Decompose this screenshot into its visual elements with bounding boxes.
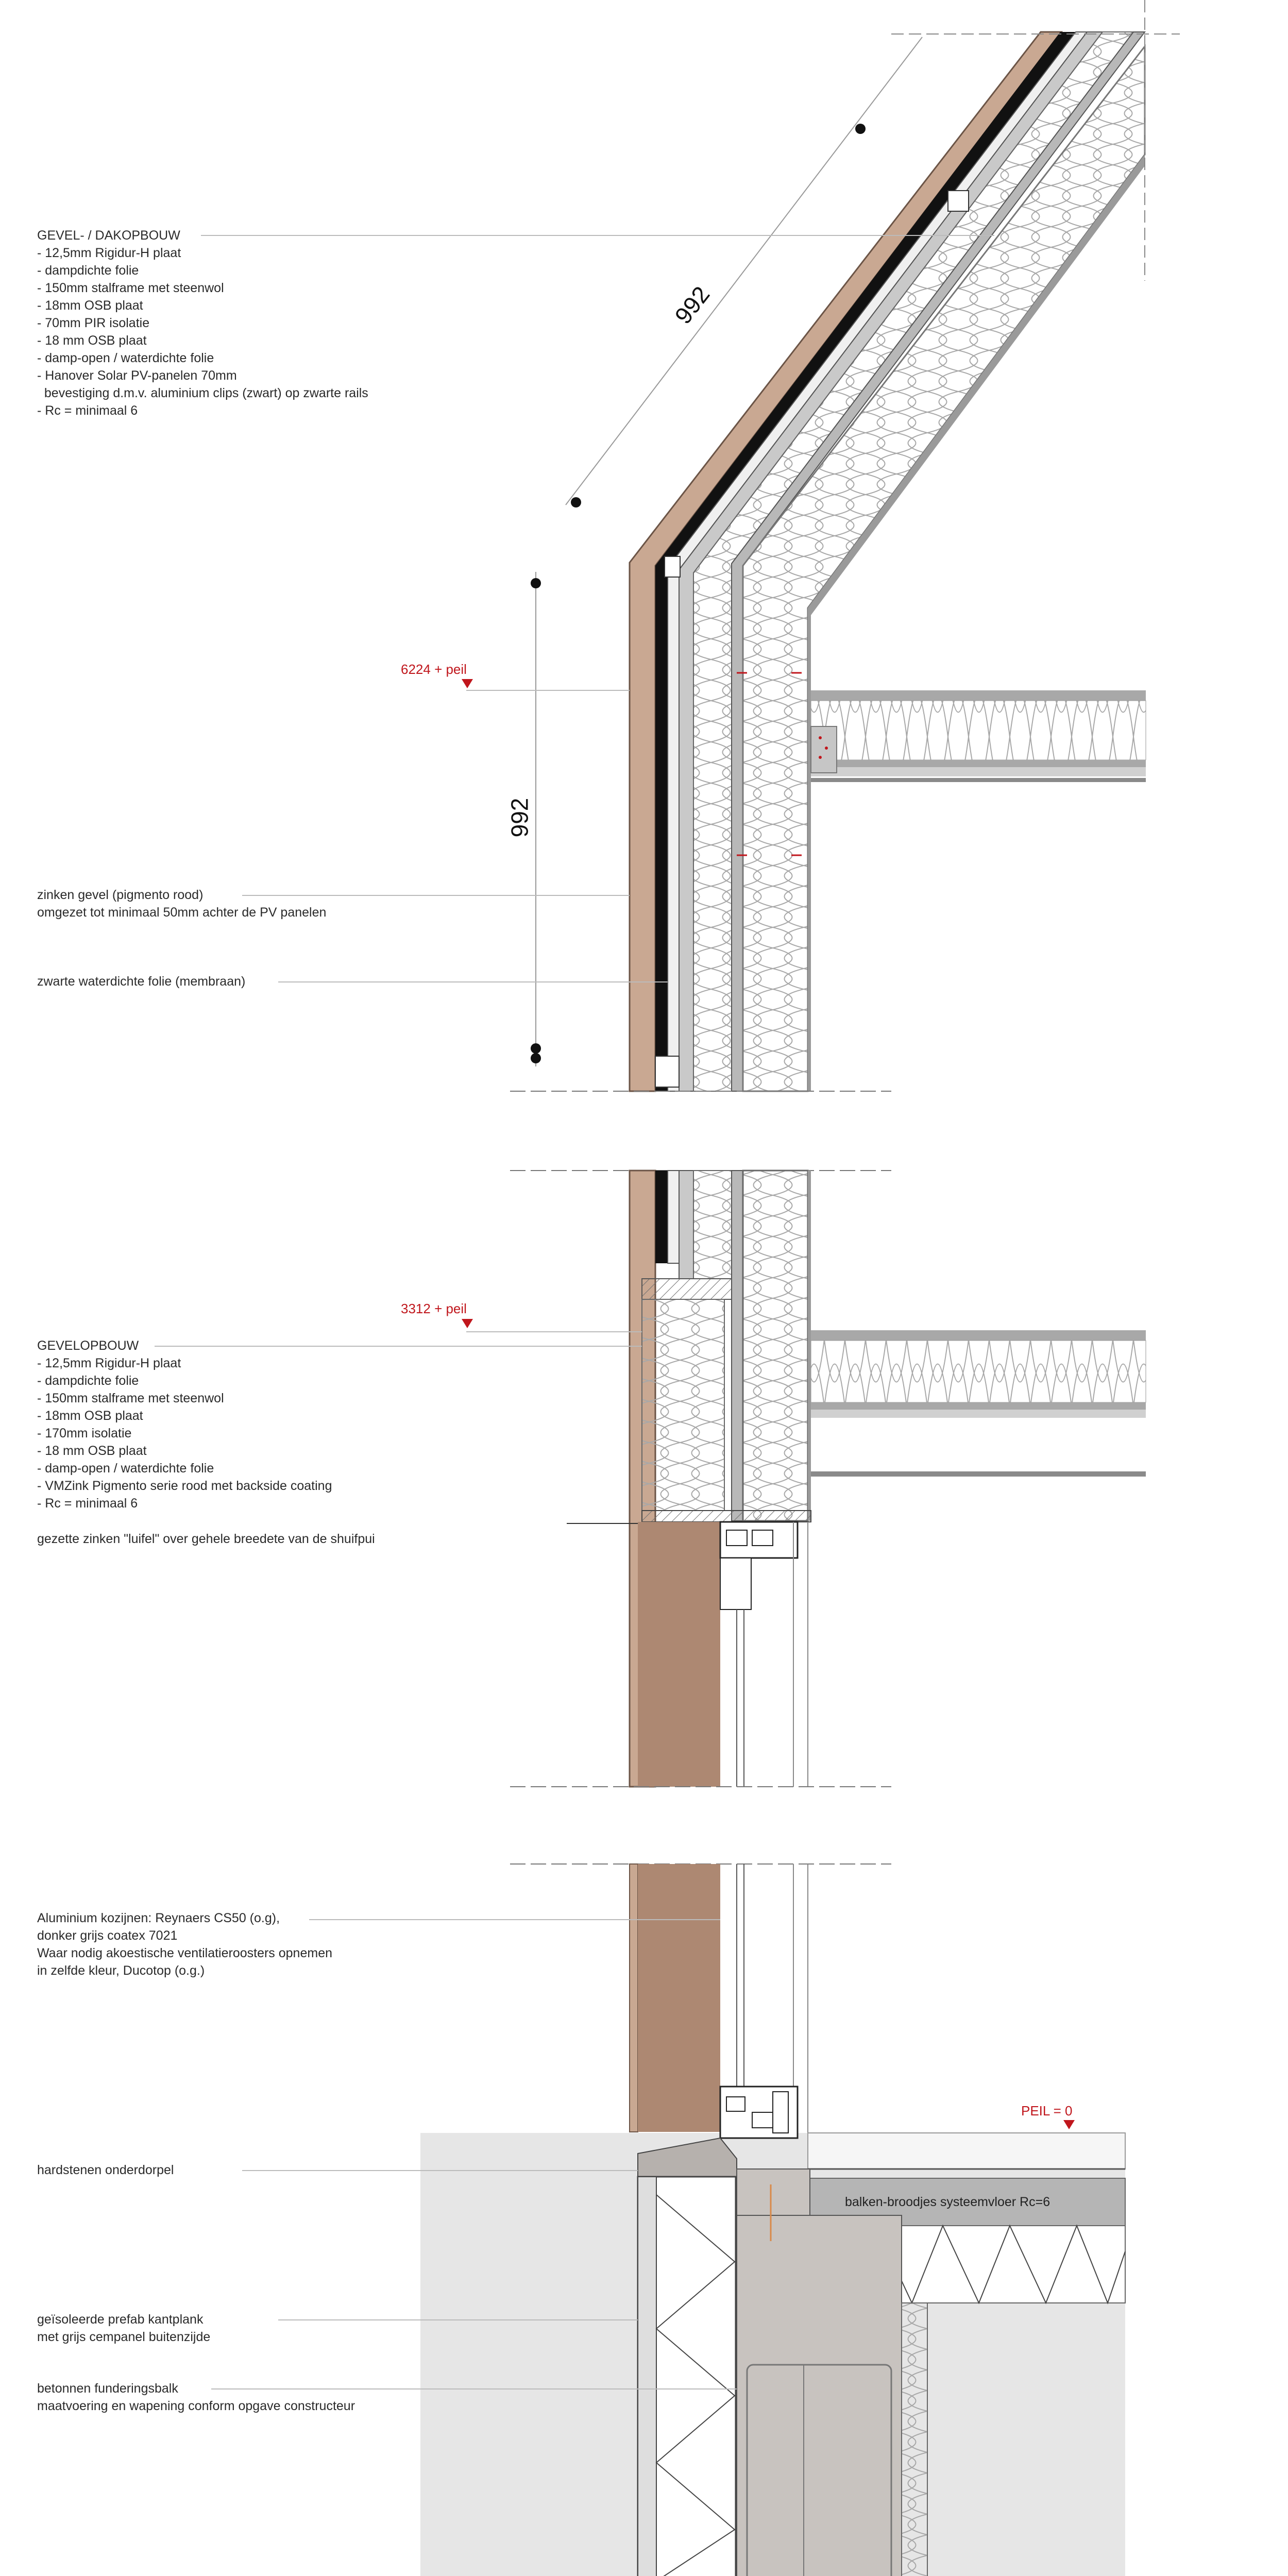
middle-wall [510,1171,1146,1864]
facade-build-line: - 12,5mm Rigidur-H plaat [37,1356,181,1370]
zinc-facade-line: zinken gevel (pigmento rood) [37,888,204,902]
frames-note [37,1909,332,1979]
level-3312-label: 3312 + peil [401,1301,467,1316]
facade-build-line: - 18 mm OSB plaat [37,1444,147,1458]
level-peil-label: PEIL = 0 [1021,2103,1073,2119]
roof-wall-line: - Hanover Solar PV-panelen 70mm [37,368,237,383]
frames-line: Aluminium kozijnen: Reynaers CS50 (o.g), [37,1911,280,1925]
facade-build-note [37,1337,332,1512]
roof-wall-line: - damp-open / waterdichte folie [37,351,214,365]
roof-buildup [630,0,1180,1091]
roof-wall-title: GEVEL- / DAKOPBOUW [37,228,180,243]
zinc-facade-line: omgezet tot minimaal 50mm achter de PV panelen [37,905,327,920]
facade-build-line: - 150mm stalframe met steenwol [37,1391,224,1405]
frames-line: donker grijs coatex 7021 [37,1928,178,1943]
frames-line: in zelfde kleur, Ducotop (o.g.) [37,1963,205,1978]
roof-wall-line: - 18 mm OSB plaat [37,333,147,348]
roof-wall-line: bevestiging d.m.v. aluminium clips (zwart) op zwarte rails [37,386,368,400]
floor-system-label: balken-broodjes systeemvloer Rc=6 [845,2195,1050,2209]
facade-build-line: - 170mm isolatie [37,1426,132,1440]
leader-lines [155,235,994,2389]
facade-build-line: - VMZink Pigmento serie rood met backside coating [37,1479,332,1493]
facade-build-title: GEVELOPBOUW [37,1338,139,1353]
level-6224-marker [462,679,473,688]
roof-slope-dimension: 992 [669,281,715,329]
facade-build-line: - 18mm OSB plaat [37,1409,143,1423]
edge-board-note [37,2311,210,2346]
edge-board-line: met grijs cempanel buitenzijde [37,2330,211,2344]
roof-wall-line: - 70mm PIR isolatie [37,316,150,330]
foundation-line: betonnen funderingsbalk [37,2381,178,2396]
roof-wall-note [37,227,368,419]
roof-wall-line: - 18mm OSB plaat [37,298,143,313]
facade-build-line: - Rc = minimaal 6 [37,1496,138,1511]
membrane-note: zwarte waterdichte folie (membraan) [37,974,246,989]
level-peil-marker [1063,2120,1075,2129]
facade-build-line: - damp-open / waterdichte folie [37,1461,214,1476]
sill-note: hardstenen onderdorpel [37,2163,174,2177]
foundation-line: maatvoering en wapening conform opgave constructeur [37,2399,355,2413]
frames-line: Waar nodig akoestische ventilatieroosters opnemen [37,1946,332,1960]
roof-wall-line: - 150mm stalframe met steenwol [37,281,224,295]
upper-wall [510,673,1146,1171]
facade-build-line: - dampdichte folie [37,1374,139,1388]
wall-height-dimension: 992 [506,798,533,838]
zinc-facade-note [37,886,326,921]
level-3312-marker [462,1319,473,1328]
foundation-note [37,2380,355,2415]
roof-wall-line: - dampdichte folie [37,263,139,278]
edge-board-line: geïsoleerde prefab kantplank [37,2312,204,2327]
roof-wall-line: - 12,5mm Rigidur-H plaat [37,246,181,260]
roof-wall-line: - Rc = minimaal 6 [37,403,138,418]
foundation [420,1864,1125,2576]
level-6224-label: 6224 + peil [401,662,467,677]
awning-note: gezette zinken "luifel" over gehele breedete van de shuifpui [37,1532,375,1546]
